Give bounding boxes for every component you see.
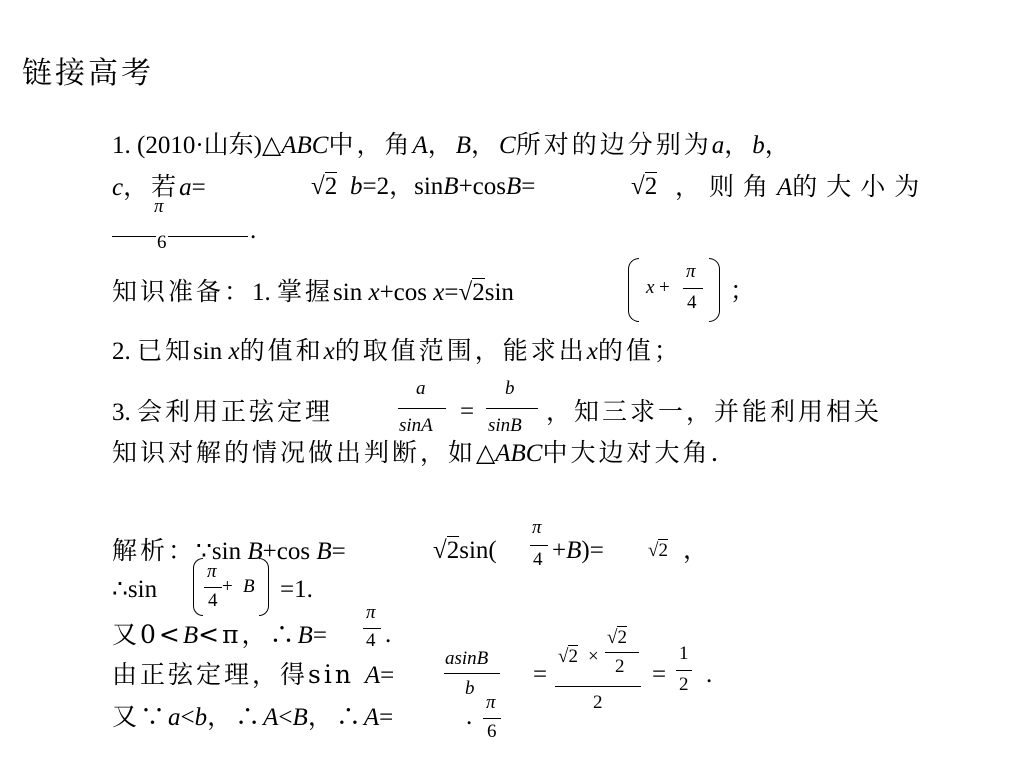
var-b: b [194, 704, 208, 731]
formula: +cos [379, 279, 434, 306]
equals: = [312, 622, 327, 649]
comma: ， [471, 130, 500, 159]
fraction-denominator: 2 [615, 656, 625, 677]
item-number: 2. [112, 338, 131, 365]
semicolon: ； [730, 278, 756, 305]
sqrt-symbol: √ [648, 540, 659, 561]
right-paren [259, 558, 269, 616]
b-value: =2， [362, 173, 415, 200]
problem-line-1 [112, 130, 793, 161]
pi-numerator: π [207, 561, 217, 582]
prep-line-3 [112, 397, 333, 428]
prep-text: ，知三求一，并能利用相关 [546, 397, 883, 426]
period: . [706, 661, 713, 688]
plus-sign: + [552, 537, 567, 564]
problem-line-2b [350, 172, 535, 202]
sqrt-symbol: √ [631, 173, 645, 200]
comma: ， [764, 130, 793, 159]
section-title: 链接高考 [22, 56, 154, 91]
prep-line-2 [112, 336, 682, 367]
var-B: B [506, 173, 522, 200]
sin-text: sin( [459, 537, 497, 564]
solution-text: <π，∴ [198, 620, 298, 649]
left-paren [628, 258, 639, 322]
item-number: 3. [112, 399, 131, 426]
var-a: a [168, 704, 181, 731]
sqrt-value: 2 [644, 173, 658, 200]
var-a: a [711, 132, 725, 159]
fraction-numerator: a [416, 378, 426, 399]
var-B: B [292, 704, 308, 731]
problem-text: ，则角 [675, 172, 778, 201]
fraction-denominator: 2 [593, 692, 603, 713]
solution-text: ，∴ [307, 702, 364, 731]
sqrt-value: 2 [617, 627, 627, 648]
less-than: < [180, 704, 195, 731]
prep-text: 的取值范围，能求出 [334, 336, 587, 365]
right-paren [709, 258, 720, 322]
sqrt-value: 2 [568, 646, 578, 667]
var-B: B [443, 173, 459, 200]
problem-text: 的大小为 [792, 172, 929, 201]
plus-cos: +cos [458, 173, 507, 200]
var-C: C [499, 132, 516, 159]
var-B: B [247, 538, 263, 565]
var-x: x [646, 277, 655, 298]
var-x: x [228, 338, 240, 365]
triangle-symbol: △ [476, 440, 496, 467]
fraction-denominator: 4 [366, 630, 376, 651]
equals: = [331, 538, 346, 565]
comma: ， [724, 130, 753, 159]
equals: = [379, 704, 394, 731]
var-b: b [752, 132, 765, 159]
solution-line-5 [112, 702, 393, 733]
var-B: B [297, 622, 313, 649]
answer-period: . [250, 217, 257, 244]
comma: ， [683, 537, 709, 564]
var-A: A [263, 704, 279, 731]
fraction-numerator: asinB [445, 648, 489, 669]
var-A: A [777, 174, 793, 201]
fraction-bar [363, 628, 381, 629]
sqrt-two [648, 540, 668, 562]
fraction-denominator: 6 [487, 721, 497, 742]
solution-text: 由正弦定理，得sin [112, 660, 365, 689]
prep-text: 知识对解的情况做出判断，如 [112, 438, 477, 467]
sin-text: sin [193, 338, 229, 365]
sqrt-value: 2 [658, 540, 668, 561]
fraction-bar [555, 686, 641, 687]
prep-text: 已知 [137, 336, 194, 365]
prep-text: 会利用正弦定理 [137, 397, 334, 426]
var-x: x [586, 338, 598, 365]
fraction-denominator: 4 [533, 549, 543, 570]
problem-number: 1. [112, 132, 131, 159]
var-b: b [350, 173, 363, 200]
var-B: B [455, 132, 472, 159]
fraction-denominator: 4 [687, 292, 697, 313]
fraction-denominator: sinB [488, 415, 522, 436]
var-B: B [182, 622, 199, 649]
solution-text: ，∴ [207, 702, 264, 731]
fraction-bar [683, 288, 703, 289]
prep-line-3b [112, 438, 721, 469]
prep-text: 中大边对大角. [542, 438, 722, 467]
answer-numerator: π [154, 196, 164, 217]
fraction-denominator: b [465, 678, 475, 699]
pi-numerator: π [486, 692, 496, 713]
var-B: B [566, 537, 582, 564]
because-sin: ∵sin [196, 538, 248, 565]
sqrt-value: 2 [472, 279, 485, 306]
var-A: A [363, 704, 380, 731]
fraction-numerator: 1 [679, 643, 689, 664]
answer-denominator: 6 [157, 232, 167, 253]
formula: = [444, 279, 459, 306]
period: . [466, 703, 473, 730]
left-paren [193, 558, 203, 616]
equals: = [652, 661, 667, 688]
sqrt-two [558, 646, 578, 668]
sin-text: sin [484, 279, 514, 306]
fraction-bar [530, 545, 548, 546]
prep-label: 知识准备： [112, 277, 253, 306]
period: . [385, 621, 392, 648]
sqrt-two [631, 172, 657, 202]
problem-text: ，若 [123, 172, 180, 201]
sin-text: sin [414, 173, 444, 200]
fraction-numerator: b [505, 378, 515, 399]
sqrt-value: 2 [446, 537, 460, 564]
fraction-bar [444, 673, 500, 674]
fraction-bar [605, 652, 639, 653]
solution-line-4 [112, 660, 394, 691]
pi-numerator: π [532, 517, 542, 538]
var-x: x [433, 279, 445, 306]
fraction-denominator: 4 [208, 590, 218, 611]
solution-text: 又∵ [112, 702, 169, 731]
therefore-sin: ∴sin [112, 576, 158, 603]
var-B: B [243, 576, 255, 597]
comma: ， [427, 130, 456, 159]
equals-one: =1. [280, 576, 313, 603]
fraction-bar [398, 408, 446, 409]
var-B: B [316, 538, 332, 565]
solution-text: 又0< [112, 620, 183, 649]
var-A: A [412, 132, 428, 159]
var-a: a [179, 174, 192, 201]
equals: = [533, 661, 548, 688]
sqrt-two [311, 172, 337, 202]
sqrt-two [433, 536, 497, 566]
problem-text: 所对的边分别为 [515, 130, 712, 159]
var-A: A [364, 662, 381, 689]
problem-text: 中，角 [328, 130, 413, 159]
sqrt-symbol: √ [433, 537, 447, 564]
fraction-bar [483, 718, 501, 719]
plus-sign: + [659, 277, 670, 298]
equals: = [191, 174, 206, 201]
sqrt-symbol: √ [311, 173, 325, 200]
fraction-bar [486, 408, 538, 409]
times-sign: × [588, 646, 599, 667]
problem-line-2c [675, 172, 928, 203]
plus-cos: +cos [262, 538, 317, 565]
close-equals: )= [581, 537, 604, 564]
pi-numerator: π [686, 261, 696, 282]
solution-line-1b [552, 536, 604, 566]
answer-blank-line [112, 236, 248, 237]
sqrt-symbol: √ [458, 279, 473, 306]
var-x: x [323, 338, 335, 365]
equals: = [460, 398, 475, 425]
solution-line-1 [112, 536, 346, 567]
prep-text: 的值和 [239, 336, 324, 365]
plus-sign: + [222, 576, 233, 597]
equals: = [380, 662, 395, 689]
fraction-denominator: sinA [399, 415, 433, 436]
fraction-denominator: 2 [679, 674, 689, 695]
fraction-bar [676, 670, 692, 671]
prep-text: 掌握 [277, 277, 334, 306]
equals: = [521, 173, 536, 200]
fraction-bar [204, 587, 222, 588]
triangle-abc: ABC [281, 132, 329, 159]
less-than: < [278, 704, 293, 731]
triangle-symbol: △ [261, 132, 282, 159]
solution-label: 解析： [112, 536, 197, 565]
triangle-abc: ABC [495, 440, 543, 467]
solution-line-3 [112, 620, 327, 651]
var-x: x [368, 279, 380, 306]
formula: sin [333, 279, 369, 306]
pi-numerator: π [366, 602, 376, 623]
item-number: 1. [252, 279, 271, 306]
sqrt-two [607, 627, 627, 649]
prep-line-1 [112, 277, 514, 308]
sqrt-symbol: √ [607, 627, 618, 648]
sqrt-value: 2 [324, 173, 338, 200]
prep-text: 的值； [597, 336, 682, 365]
sqrt-symbol: √ [558, 646, 569, 667]
problem-source: (2010·山东) [137, 132, 262, 159]
var-c: c [112, 174, 124, 201]
